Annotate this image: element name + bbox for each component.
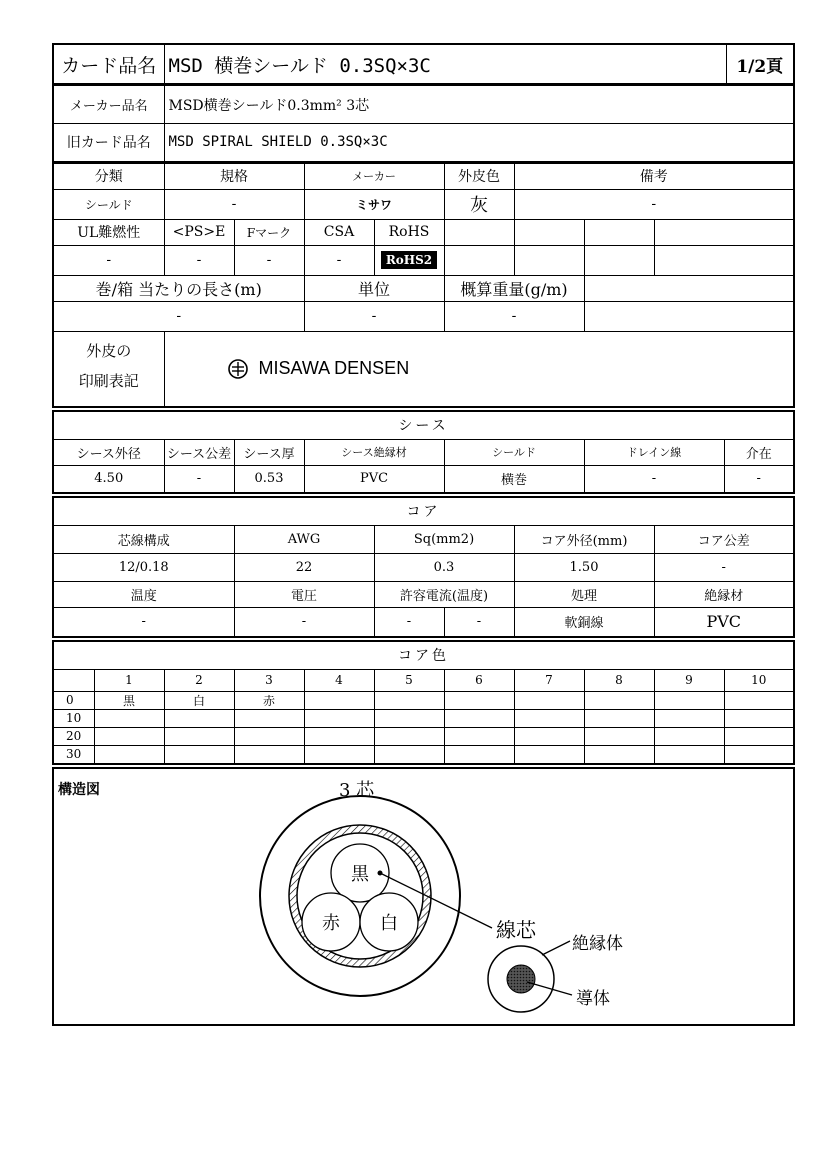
color-cell xyxy=(514,691,584,709)
core-label-3: 白 xyxy=(380,912,398,934)
sheath-title: シース xyxy=(53,411,794,439)
color-cell: 白 xyxy=(164,691,234,709)
color-cell xyxy=(234,727,304,745)
color-cell xyxy=(304,727,374,745)
spec-value-notes: - xyxy=(514,189,794,219)
core-wire-label: 線芯 xyxy=(496,917,536,942)
spec-sheet xyxy=(52,43,795,1026)
table-row xyxy=(53,691,794,709)
std-value-pse: - xyxy=(164,245,234,275)
core-label-2: 赤 xyxy=(322,912,340,934)
color-cell xyxy=(164,745,234,764)
core-title: コア xyxy=(53,497,794,525)
core-header-strand: 芯線構成 xyxy=(53,525,234,553)
page-number: 1/2頁 xyxy=(726,44,794,84)
sheath-table xyxy=(52,410,795,494)
color-col-2: 2 xyxy=(164,669,234,691)
spec-value-maker: ミサワ xyxy=(304,189,444,219)
core-value-strand: 12/0.18 xyxy=(53,553,234,581)
core-value-insulation: PVC xyxy=(654,607,794,637)
color-col-8: 8 xyxy=(584,669,654,691)
color-cell xyxy=(164,727,234,745)
spec-header-notes: 備考 xyxy=(514,163,794,189)
sheath-value-material: PVC xyxy=(304,465,444,493)
core-value-od: 1.50 xyxy=(514,553,654,581)
row-index: 0 xyxy=(53,691,94,709)
print-marking: MISAWA DENSEN xyxy=(258,358,410,379)
std-header-ul: UL難燃性 xyxy=(53,219,164,245)
color-cell xyxy=(654,727,724,745)
color-cell: 赤 xyxy=(234,691,304,709)
row-index: 20 xyxy=(53,727,94,745)
color-cell xyxy=(724,727,794,745)
spec-value-standard: - xyxy=(164,189,304,219)
core-color-title: コア色 xyxy=(53,641,794,669)
length-value: - xyxy=(53,301,304,331)
card-name-value: MSD 横巻シールド 0.3SQ×3C xyxy=(164,44,726,84)
core-value-voltage: - xyxy=(234,607,374,637)
core-value-current-temp: - xyxy=(444,607,514,637)
sheath-value-od: 4.50 xyxy=(53,465,164,493)
core-header-awg: AWG xyxy=(234,525,374,553)
sheath-header-tol: シース公差 xyxy=(164,439,234,465)
core-value-sq: 0.3 xyxy=(374,553,514,581)
spec-header-maker: メーカー xyxy=(304,163,444,189)
table-row xyxy=(53,727,794,745)
color-cell xyxy=(584,727,654,745)
print-label-line1: 外皮の xyxy=(86,341,132,360)
color-cell xyxy=(304,691,374,709)
table-row xyxy=(53,709,794,727)
core-header-temp: 温度 xyxy=(53,581,234,607)
core-value-tol: - xyxy=(654,553,794,581)
core-value-awg: 22 xyxy=(234,553,374,581)
color-cell xyxy=(444,691,514,709)
name-table xyxy=(52,85,795,163)
color-col-10: 10 xyxy=(724,669,794,691)
print-label-line2: 印刷表記 xyxy=(78,371,139,390)
length-header: 巻/箱 当たりの長さ(m) xyxy=(53,275,304,301)
color-cell xyxy=(304,709,374,727)
color-cell xyxy=(444,709,514,727)
color-col-5: 5 xyxy=(374,669,444,691)
sheath-value-drain: - xyxy=(584,465,724,493)
std-header-pse: <PS>E xyxy=(164,219,234,245)
core-value-current: - xyxy=(374,607,444,637)
color-cell xyxy=(374,727,444,745)
cores-label: 3 芯 xyxy=(339,779,375,801)
core-header-od: コア外径(mm) xyxy=(514,525,654,553)
sheath-value-tol: - xyxy=(164,465,234,493)
old-card-name-value: MSD SPIRAL SHIELD 0.3SQ×3C xyxy=(164,124,794,162)
row-index: 10 xyxy=(53,709,94,727)
color-col-3: 3 xyxy=(234,669,304,691)
row-index: 30 xyxy=(53,745,94,764)
core-table xyxy=(52,496,795,638)
color-cell xyxy=(94,709,164,727)
maker-name-value: MSD横巻シールド0.3mm² 3芯 xyxy=(164,86,794,124)
old-card-name-label: 旧カード品名 xyxy=(53,124,164,162)
sheath-header-material: シース絶縁材 xyxy=(304,439,444,465)
color-cell xyxy=(444,745,514,764)
color-cell xyxy=(374,745,444,764)
color-col-9: 9 xyxy=(654,669,724,691)
header-table xyxy=(52,43,795,85)
maker-logo-icon xyxy=(227,358,249,380)
color-cell xyxy=(234,709,304,727)
std-header-fmark: Fマーク xyxy=(234,219,304,245)
color-cell xyxy=(164,709,234,727)
sheath-header-drain: ドレイン線 xyxy=(584,439,724,465)
unit-value: - xyxy=(304,301,444,331)
color-cell xyxy=(234,745,304,764)
core-header-treatment: 処理 xyxy=(514,581,654,607)
std-value-csa: - xyxy=(304,245,374,275)
spec-header-standard: 規格 xyxy=(164,163,304,189)
spec-table xyxy=(52,163,795,409)
color-cell xyxy=(584,745,654,764)
color-cell xyxy=(514,709,584,727)
color-cell xyxy=(724,709,794,727)
unit-header: 単位 xyxy=(304,275,444,301)
structure-diagram xyxy=(52,767,795,1026)
spec-value-category: シールド xyxy=(53,189,164,219)
sheath-value-filler: - xyxy=(724,465,794,493)
core-header-current: 許容電流(温度) xyxy=(374,581,514,607)
conductor-label: 導体 xyxy=(576,988,610,1009)
color-col-7: 7 xyxy=(514,669,584,691)
core-header-voltage: 電圧 xyxy=(234,581,374,607)
conductor-detail xyxy=(488,941,572,1012)
color-cell xyxy=(304,745,374,764)
std-value-ul: - xyxy=(53,245,164,275)
sheath-header-thick: シース厚 xyxy=(234,439,304,465)
sheath-value-thick: 0.53 xyxy=(234,465,304,493)
core-color-table xyxy=(52,640,795,765)
color-cell xyxy=(514,727,584,745)
color-cell xyxy=(94,745,164,764)
std-header-csa: CSA xyxy=(304,219,374,245)
color-cell xyxy=(94,727,164,745)
spec-header-color: 外皮色 xyxy=(444,163,514,189)
cable-cross-section xyxy=(54,769,793,1020)
insulation-label: 絶縁体 xyxy=(572,933,623,954)
color-cell xyxy=(724,745,794,764)
color-col-6: 6 xyxy=(444,669,514,691)
core-value-temp: - xyxy=(53,607,234,637)
spec-header-category: 分類 xyxy=(53,163,164,189)
spec-value-color: 灰 xyxy=(444,189,514,219)
sheath-value-shield: 横巻 xyxy=(444,465,584,493)
weight-value: - xyxy=(444,301,584,331)
color-cell: 黒 xyxy=(94,691,164,709)
color-cell xyxy=(584,691,654,709)
color-col-1: 1 xyxy=(94,669,164,691)
color-col-4: 4 xyxy=(304,669,374,691)
sheath-header-shield: シールド xyxy=(444,439,584,465)
sheath-header-od: シース外径 xyxy=(53,439,164,465)
table-row xyxy=(53,745,794,764)
color-cell xyxy=(514,745,584,764)
color-cell xyxy=(654,745,724,764)
core-label-1: 黒 xyxy=(351,863,369,885)
color-cell xyxy=(654,691,724,709)
weight-header: 概算重量(g/m) xyxy=(444,275,584,301)
color-cell xyxy=(584,709,654,727)
sheath-header-filler: 介在 xyxy=(724,439,794,465)
core-header-tol: コア公差 xyxy=(654,525,794,553)
core-value-treatment: 軟銅線 xyxy=(514,607,654,637)
maker-name-label: メーカー品名 xyxy=(53,86,164,124)
core-header-sq: Sq(mm2) xyxy=(374,525,514,553)
color-cell xyxy=(374,691,444,709)
rohs-badge: RoHS2 xyxy=(381,251,437,269)
std-header-rohs: RoHS xyxy=(374,219,444,245)
color-cell xyxy=(444,727,514,745)
card-name-label: カード品名 xyxy=(53,44,164,84)
std-value-fmark: - xyxy=(234,245,304,275)
color-cell xyxy=(724,691,794,709)
structure-title: 構造図 xyxy=(58,781,100,798)
core-header-insulation: 絶縁材 xyxy=(654,581,794,607)
color-cell xyxy=(654,709,724,727)
color-cell xyxy=(374,709,444,727)
